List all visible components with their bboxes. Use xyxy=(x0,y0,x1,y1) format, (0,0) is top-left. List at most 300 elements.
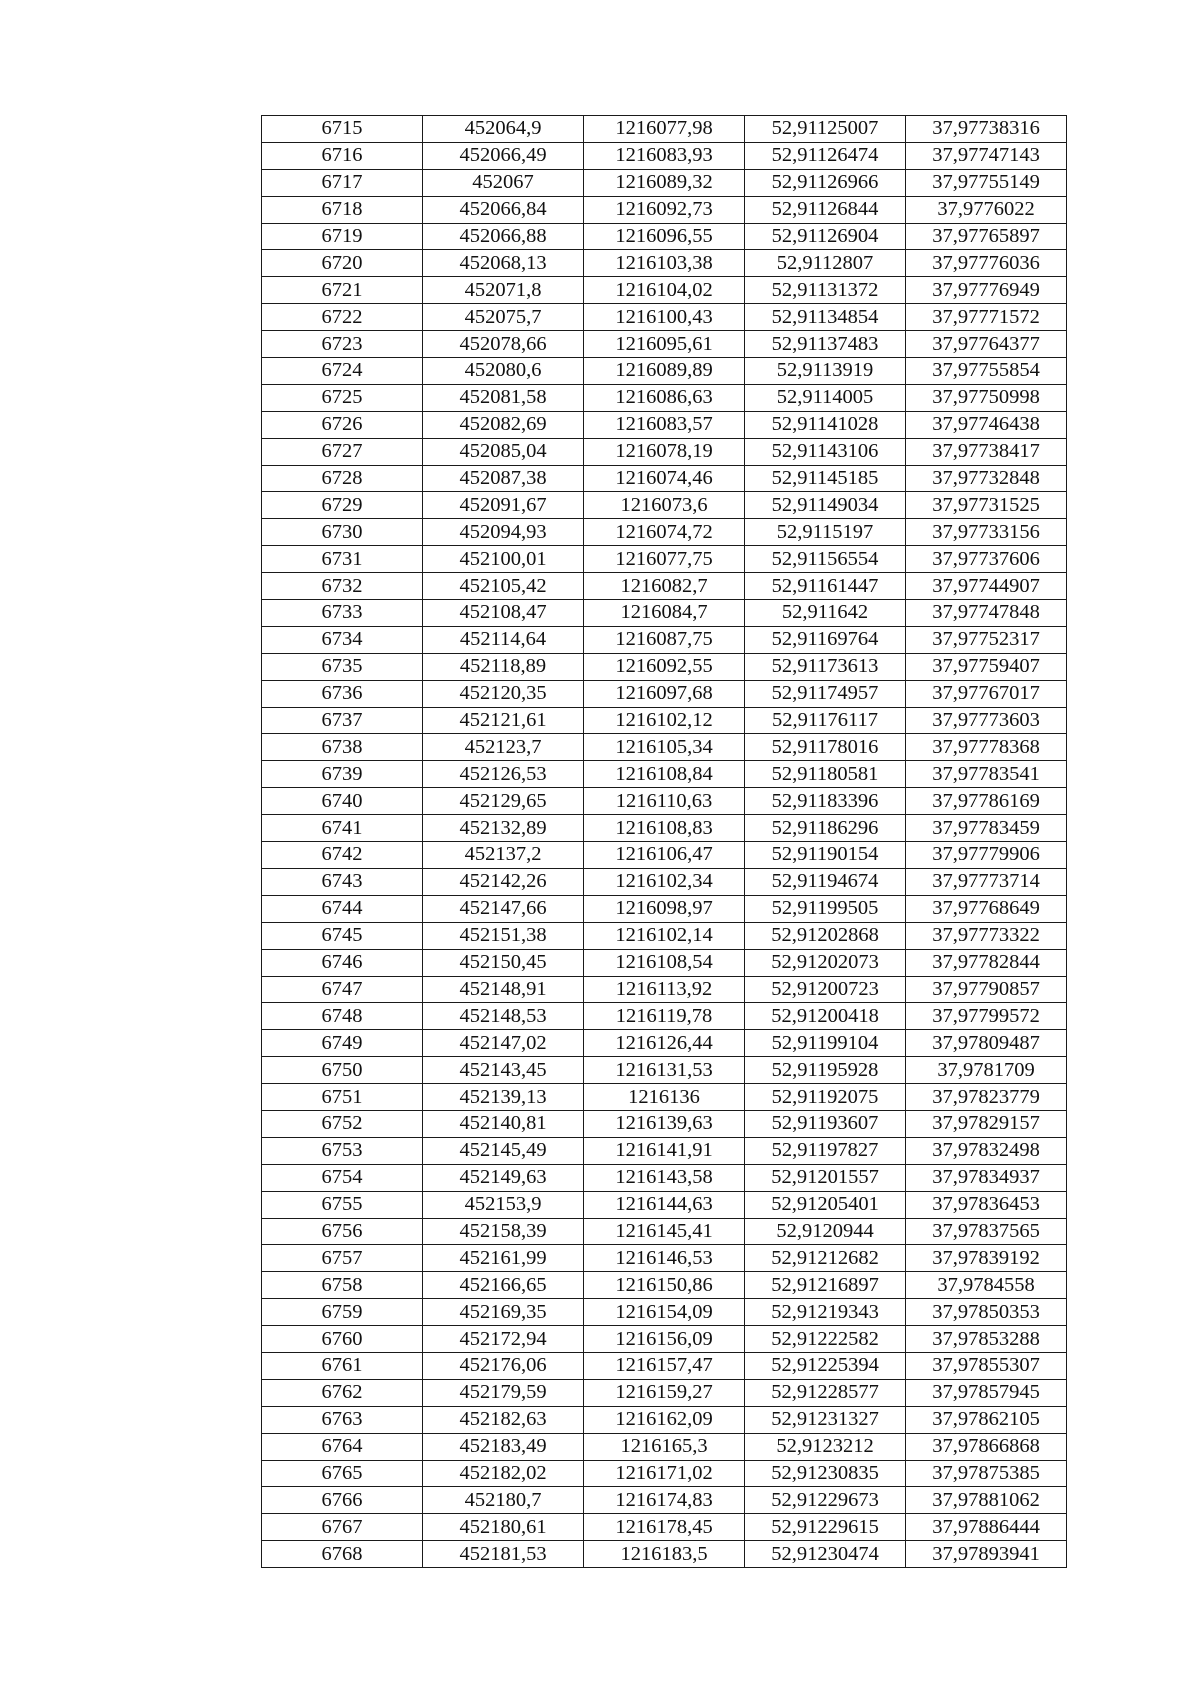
longitude-cell: 37,97855307 xyxy=(906,1352,1067,1379)
y-coordinate-cell: 1216178,45 xyxy=(584,1514,745,1541)
latitude-cell: 52,91199104 xyxy=(745,1030,906,1057)
latitude-cell: 52,91225394 xyxy=(745,1352,906,1379)
longitude-cell: 37,97731525 xyxy=(906,492,1067,519)
longitude-cell: 37,97759407 xyxy=(906,653,1067,680)
longitude-cell: 37,97773322 xyxy=(906,922,1067,949)
longitude-cell: 37,97866868 xyxy=(906,1433,1067,1460)
x-coordinate-cell: 452108,47 xyxy=(423,600,584,627)
table-row xyxy=(262,1460,1067,1487)
table-row xyxy=(262,573,1067,600)
table-row xyxy=(262,1272,1067,1299)
x-coordinate-cell: 452121,61 xyxy=(423,707,584,734)
table-row xyxy=(262,519,1067,546)
y-coordinate-cell: 1216150,86 xyxy=(584,1272,745,1299)
longitude-cell: 37,97771572 xyxy=(906,304,1067,331)
y-coordinate-cell: 1216136 xyxy=(584,1084,745,1111)
table-row xyxy=(262,546,1067,573)
longitude-cell: 37,97746438 xyxy=(906,411,1067,438)
x-coordinate-cell: 452182,63 xyxy=(423,1406,584,1433)
x-coordinate-cell: 452147,66 xyxy=(423,895,584,922)
y-coordinate-cell: 1216110,63 xyxy=(584,788,745,815)
x-coordinate-cell: 452183,49 xyxy=(423,1433,584,1460)
x-coordinate-cell: 452114,64 xyxy=(423,626,584,653)
point-number-cell: 6764 xyxy=(262,1433,423,1460)
longitude-cell: 37,97839192 xyxy=(906,1245,1067,1272)
y-coordinate-cell: 1216113,92 xyxy=(584,976,745,1003)
table-row xyxy=(262,196,1067,223)
latitude-cell: 52,91126904 xyxy=(745,223,906,250)
x-coordinate-cell: 452139,13 xyxy=(423,1084,584,1111)
point-number-cell: 6717 xyxy=(262,169,423,196)
point-number-cell: 6759 xyxy=(262,1299,423,1326)
point-number-cell: 6738 xyxy=(262,734,423,761)
x-coordinate-cell: 452120,35 xyxy=(423,680,584,707)
x-coordinate-cell: 452150,45 xyxy=(423,949,584,976)
y-coordinate-cell: 1216097,68 xyxy=(584,680,745,707)
longitude-cell: 37,97744907 xyxy=(906,573,1067,600)
table-row xyxy=(262,250,1067,277)
table-row xyxy=(262,1379,1067,1406)
longitude-cell: 37,97823779 xyxy=(906,1084,1067,1111)
y-coordinate-cell: 1216108,84 xyxy=(584,761,745,788)
y-coordinate-cell: 1216154,09 xyxy=(584,1299,745,1326)
table-row xyxy=(262,1406,1067,1433)
point-number-cell: 6739 xyxy=(262,761,423,788)
x-coordinate-cell: 452118,89 xyxy=(423,653,584,680)
table-row xyxy=(262,1084,1067,1111)
table-row xyxy=(262,976,1067,1003)
point-number-cell: 6751 xyxy=(262,1084,423,1111)
point-number-cell: 6753 xyxy=(262,1137,423,1164)
longitude-cell: 37,97776949 xyxy=(906,277,1067,304)
x-coordinate-cell: 452068,13 xyxy=(423,250,584,277)
longitude-cell: 37,97767017 xyxy=(906,680,1067,707)
table-row xyxy=(262,1514,1067,1541)
latitude-cell: 52,91126844 xyxy=(745,196,906,223)
longitude-cell: 37,97752317 xyxy=(906,626,1067,653)
x-coordinate-cell: 452087,38 xyxy=(423,465,584,492)
point-number-cell: 6761 xyxy=(262,1352,423,1379)
y-coordinate-cell: 1216156,09 xyxy=(584,1326,745,1353)
table-row xyxy=(262,277,1067,304)
point-number-cell: 6767 xyxy=(262,1514,423,1541)
table-row xyxy=(262,868,1067,895)
latitude-cell: 52,91143106 xyxy=(745,438,906,465)
longitude-cell: 37,97893941 xyxy=(906,1541,1067,1568)
longitude-cell: 37,97773603 xyxy=(906,707,1067,734)
table-row xyxy=(262,949,1067,976)
table-row xyxy=(262,142,1067,169)
point-number-cell: 6742 xyxy=(262,842,423,869)
latitude-cell: 52,91190154 xyxy=(745,842,906,869)
latitude-cell: 52,911642 xyxy=(745,600,906,627)
longitude-cell: 37,97738417 xyxy=(906,438,1067,465)
latitude-cell: 52,91156554 xyxy=(745,546,906,573)
latitude-cell: 52,91229615 xyxy=(745,1514,906,1541)
table-row xyxy=(262,438,1067,465)
x-coordinate-cell: 452158,39 xyxy=(423,1218,584,1245)
y-coordinate-cell: 1216143,58 xyxy=(584,1164,745,1191)
longitude-cell: 37,97836453 xyxy=(906,1191,1067,1218)
longitude-cell: 37,97783459 xyxy=(906,815,1067,842)
y-coordinate-cell: 1216077,98 xyxy=(584,116,745,143)
x-coordinate-cell: 452123,7 xyxy=(423,734,584,761)
latitude-cell: 52,91231327 xyxy=(745,1406,906,1433)
latitude-cell: 52,9120944 xyxy=(745,1218,906,1245)
latitude-cell: 52,91126966 xyxy=(745,169,906,196)
table-row xyxy=(262,1326,1067,1353)
x-coordinate-cell: 452166,65 xyxy=(423,1272,584,1299)
table-row xyxy=(262,922,1067,949)
x-coordinate-cell: 452126,53 xyxy=(423,761,584,788)
latitude-cell: 52,91125007 xyxy=(745,116,906,143)
longitude-cell: 37,97768649 xyxy=(906,895,1067,922)
latitude-cell: 52,91192075 xyxy=(745,1084,906,1111)
x-coordinate-cell: 452182,02 xyxy=(423,1460,584,1487)
x-coordinate-cell: 452161,99 xyxy=(423,1245,584,1272)
longitude-cell: 37,97776036 xyxy=(906,250,1067,277)
point-number-cell: 6756 xyxy=(262,1218,423,1245)
x-coordinate-cell: 452149,63 xyxy=(423,1164,584,1191)
y-coordinate-cell: 1216100,43 xyxy=(584,304,745,331)
longitude-cell: 37,97765897 xyxy=(906,223,1067,250)
latitude-cell: 52,91149034 xyxy=(745,492,906,519)
table-row xyxy=(262,1218,1067,1245)
y-coordinate-cell: 1216106,47 xyxy=(584,842,745,869)
latitude-cell: 52,91219343 xyxy=(745,1299,906,1326)
latitude-cell: 52,91131372 xyxy=(745,277,906,304)
x-coordinate-cell: 452091,67 xyxy=(423,492,584,519)
x-coordinate-cell: 452179,59 xyxy=(423,1379,584,1406)
table-row xyxy=(262,788,1067,815)
latitude-cell: 52,91222582 xyxy=(745,1326,906,1353)
longitude-cell: 37,97853288 xyxy=(906,1326,1067,1353)
y-coordinate-cell: 1216102,34 xyxy=(584,868,745,895)
latitude-cell: 52,91178016 xyxy=(745,734,906,761)
point-number-cell: 6718 xyxy=(262,196,423,223)
latitude-cell: 52,91141028 xyxy=(745,411,906,438)
point-number-cell: 6741 xyxy=(262,815,423,842)
latitude-cell: 52,91176117 xyxy=(745,707,906,734)
table-row xyxy=(262,815,1067,842)
y-coordinate-cell: 1216119,78 xyxy=(584,1003,745,1030)
y-coordinate-cell: 1216104,02 xyxy=(584,277,745,304)
point-number-cell: 6735 xyxy=(262,653,423,680)
point-number-cell: 6720 xyxy=(262,250,423,277)
y-coordinate-cell: 1216098,97 xyxy=(584,895,745,922)
y-coordinate-cell: 1216131,53 xyxy=(584,1057,745,1084)
latitude-cell: 52,91174957 xyxy=(745,680,906,707)
latitude-cell: 52,91205401 xyxy=(745,1191,906,1218)
latitude-cell: 52,91137483 xyxy=(745,331,906,358)
latitude-cell: 52,9115197 xyxy=(745,519,906,546)
table-row xyxy=(262,169,1067,196)
x-coordinate-cell: 452082,69 xyxy=(423,411,584,438)
point-number-cell: 6734 xyxy=(262,626,423,653)
y-coordinate-cell: 1216074,72 xyxy=(584,519,745,546)
y-coordinate-cell: 1216171,02 xyxy=(584,1460,745,1487)
longitude-cell: 37,97778368 xyxy=(906,734,1067,761)
latitude-cell: 52,91197827 xyxy=(745,1137,906,1164)
point-number-cell: 6730 xyxy=(262,519,423,546)
point-number-cell: 6721 xyxy=(262,277,423,304)
longitude-cell: 37,97738316 xyxy=(906,116,1067,143)
longitude-cell: 37,97755149 xyxy=(906,169,1067,196)
point-number-cell: 6746 xyxy=(262,949,423,976)
table-row xyxy=(262,1487,1067,1514)
latitude-cell: 52,91193607 xyxy=(745,1110,906,1137)
y-coordinate-cell: 1216089,32 xyxy=(584,169,745,196)
longitude-cell: 37,97782844 xyxy=(906,949,1067,976)
latitude-cell: 52,9123212 xyxy=(745,1433,906,1460)
longitude-cell: 37,97799572 xyxy=(906,1003,1067,1030)
x-coordinate-cell: 452181,53 xyxy=(423,1541,584,1568)
point-number-cell: 6732 xyxy=(262,573,423,600)
y-coordinate-cell: 1216086,63 xyxy=(584,384,745,411)
latitude-cell: 52,91229673 xyxy=(745,1487,906,1514)
coordinates-table-body xyxy=(262,116,1067,1568)
table-row xyxy=(262,331,1067,358)
x-coordinate-cell: 452153,9 xyxy=(423,1191,584,1218)
x-coordinate-cell: 452169,35 xyxy=(423,1299,584,1326)
x-coordinate-cell: 452132,89 xyxy=(423,815,584,842)
point-number-cell: 6736 xyxy=(262,680,423,707)
latitude-cell: 52,91173613 xyxy=(745,653,906,680)
point-number-cell: 6745 xyxy=(262,922,423,949)
point-number-cell: 6729 xyxy=(262,492,423,519)
longitude-cell: 37,97857945 xyxy=(906,1379,1067,1406)
y-coordinate-cell: 1216146,53 xyxy=(584,1245,745,1272)
y-coordinate-cell: 1216159,27 xyxy=(584,1379,745,1406)
y-coordinate-cell: 1216126,44 xyxy=(584,1030,745,1057)
table-row xyxy=(262,223,1067,250)
y-coordinate-cell: 1216077,75 xyxy=(584,546,745,573)
x-coordinate-cell: 452172,94 xyxy=(423,1326,584,1353)
point-number-cell: 6737 xyxy=(262,707,423,734)
y-coordinate-cell: 1216082,7 xyxy=(584,573,745,600)
longitude-cell: 37,97829157 xyxy=(906,1110,1067,1137)
x-coordinate-cell: 452151,38 xyxy=(423,922,584,949)
latitude-cell: 52,91200418 xyxy=(745,1003,906,1030)
longitude-cell: 37,97732848 xyxy=(906,465,1067,492)
y-coordinate-cell: 1216096,55 xyxy=(584,223,745,250)
y-coordinate-cell: 1216083,57 xyxy=(584,411,745,438)
table-row xyxy=(262,680,1067,707)
latitude-cell: 52,91180581 xyxy=(745,761,906,788)
longitude-cell: 37,97779906 xyxy=(906,842,1067,869)
latitude-cell: 52,91194674 xyxy=(745,868,906,895)
longitude-cell: 37,97750998 xyxy=(906,384,1067,411)
latitude-cell: 52,91202868 xyxy=(745,922,906,949)
x-coordinate-cell: 452080,6 xyxy=(423,358,584,385)
point-number-cell: 6719 xyxy=(262,223,423,250)
point-number-cell: 6748 xyxy=(262,1003,423,1030)
x-coordinate-cell: 452145,49 xyxy=(423,1137,584,1164)
point-number-cell: 6763 xyxy=(262,1406,423,1433)
y-coordinate-cell: 1216105,34 xyxy=(584,734,745,761)
latitude-cell: 52,91230474 xyxy=(745,1541,906,1568)
table-row xyxy=(262,358,1067,385)
latitude-cell: 52,91230835 xyxy=(745,1460,906,1487)
table-row xyxy=(262,734,1067,761)
longitude-cell: 37,97747143 xyxy=(906,142,1067,169)
longitude-cell: 37,97834937 xyxy=(906,1164,1067,1191)
latitude-cell: 52,91161447 xyxy=(745,573,906,600)
point-number-cell: 6716 xyxy=(262,142,423,169)
point-number-cell: 6768 xyxy=(262,1541,423,1568)
x-coordinate-cell: 452066,88 xyxy=(423,223,584,250)
point-number-cell: 6766 xyxy=(262,1487,423,1514)
x-coordinate-cell: 452148,91 xyxy=(423,976,584,1003)
latitude-cell: 52,91183396 xyxy=(745,788,906,815)
longitude-cell: 37,97837565 xyxy=(906,1218,1067,1245)
y-coordinate-cell: 1216103,38 xyxy=(584,250,745,277)
latitude-cell: 52,91134854 xyxy=(745,304,906,331)
latitude-cell: 52,91186296 xyxy=(745,815,906,842)
point-number-cell: 6727 xyxy=(262,438,423,465)
longitude-cell: 37,97862105 xyxy=(906,1406,1067,1433)
y-coordinate-cell: 1216165,3 xyxy=(584,1433,745,1460)
longitude-cell: 37,97850353 xyxy=(906,1299,1067,1326)
longitude-cell: 37,97764377 xyxy=(906,331,1067,358)
latitude-cell: 52,91202073 xyxy=(745,949,906,976)
table-row xyxy=(262,842,1067,869)
longitude-cell: 37,97875385 xyxy=(906,1460,1067,1487)
x-coordinate-cell: 452066,84 xyxy=(423,196,584,223)
point-number-cell: 6731 xyxy=(262,546,423,573)
x-coordinate-cell: 452094,93 xyxy=(423,519,584,546)
latitude-cell: 52,9114005 xyxy=(745,384,906,411)
longitude-cell: 37,97809487 xyxy=(906,1030,1067,1057)
table-row xyxy=(262,1191,1067,1218)
x-coordinate-cell: 452078,66 xyxy=(423,331,584,358)
y-coordinate-cell: 1216139,63 xyxy=(584,1110,745,1137)
y-coordinate-cell: 1216183,5 xyxy=(584,1541,745,1568)
latitude-cell: 52,91199505 xyxy=(745,895,906,922)
point-number-cell: 6740 xyxy=(262,788,423,815)
point-number-cell: 6726 xyxy=(262,411,423,438)
table-row xyxy=(262,1164,1067,1191)
latitude-cell: 52,91228577 xyxy=(745,1379,906,1406)
point-number-cell: 6744 xyxy=(262,895,423,922)
latitude-cell: 52,9112807 xyxy=(745,250,906,277)
point-number-cell: 6722 xyxy=(262,304,423,331)
longitude-cell: 37,97783541 xyxy=(906,761,1067,788)
table-row xyxy=(262,895,1067,922)
table-row xyxy=(262,653,1067,680)
y-coordinate-cell: 1216102,12 xyxy=(584,707,745,734)
table-row xyxy=(262,1541,1067,1568)
y-coordinate-cell: 1216162,09 xyxy=(584,1406,745,1433)
y-coordinate-cell: 1216174,83 xyxy=(584,1487,745,1514)
x-coordinate-cell: 452067 xyxy=(423,169,584,196)
point-number-cell: 6724 xyxy=(262,358,423,385)
latitude-cell: 52,91216897 xyxy=(745,1272,906,1299)
y-coordinate-cell: 1216144,63 xyxy=(584,1191,745,1218)
table-row xyxy=(262,1433,1067,1460)
longitude-cell: 37,9776022 xyxy=(906,196,1067,223)
latitude-cell: 52,91195928 xyxy=(745,1057,906,1084)
point-number-cell: 6755 xyxy=(262,1191,423,1218)
table-row xyxy=(262,1245,1067,1272)
y-coordinate-cell: 1216095,61 xyxy=(584,331,745,358)
table-row xyxy=(262,465,1067,492)
point-number-cell: 6747 xyxy=(262,976,423,1003)
table-row xyxy=(262,1003,1067,1030)
point-number-cell: 6765 xyxy=(262,1460,423,1487)
point-number-cell: 6758 xyxy=(262,1272,423,1299)
point-number-cell: 6754 xyxy=(262,1164,423,1191)
longitude-cell: 37,97790857 xyxy=(906,976,1067,1003)
y-coordinate-cell: 1216108,83 xyxy=(584,815,745,842)
y-coordinate-cell: 1216157,47 xyxy=(584,1352,745,1379)
table-row xyxy=(262,1030,1067,1057)
latitude-cell: 52,91169764 xyxy=(745,626,906,653)
y-coordinate-cell: 1216108,54 xyxy=(584,949,745,976)
y-coordinate-cell: 1216145,41 xyxy=(584,1218,745,1245)
longitude-cell: 37,9781709 xyxy=(906,1057,1067,1084)
y-coordinate-cell: 1216083,93 xyxy=(584,142,745,169)
x-coordinate-cell: 452081,58 xyxy=(423,384,584,411)
point-number-cell: 6752 xyxy=(262,1110,423,1137)
table-row xyxy=(262,1137,1067,1164)
y-coordinate-cell: 1216092,73 xyxy=(584,196,745,223)
point-number-cell: 6757 xyxy=(262,1245,423,1272)
longitude-cell: 37,97773714 xyxy=(906,868,1067,895)
table-row xyxy=(262,411,1067,438)
table-row xyxy=(262,600,1067,627)
x-coordinate-cell: 452129,65 xyxy=(423,788,584,815)
x-coordinate-cell: 452075,7 xyxy=(423,304,584,331)
point-number-cell: 6749 xyxy=(262,1030,423,1057)
y-coordinate-cell: 1216089,89 xyxy=(584,358,745,385)
table-row xyxy=(262,304,1067,331)
table-row xyxy=(262,1299,1067,1326)
y-coordinate-cell: 1216078,19 xyxy=(584,438,745,465)
point-number-cell: 6760 xyxy=(262,1326,423,1353)
table-row xyxy=(262,1057,1067,1084)
point-number-cell: 6725 xyxy=(262,384,423,411)
y-coordinate-cell: 1216074,46 xyxy=(584,465,745,492)
table-row xyxy=(262,384,1067,411)
x-coordinate-cell: 452064,9 xyxy=(423,116,584,143)
longitude-cell: 37,97737606 xyxy=(906,546,1067,573)
table-row xyxy=(262,1352,1067,1379)
y-coordinate-cell: 1216084,7 xyxy=(584,600,745,627)
point-number-cell: 6715 xyxy=(262,116,423,143)
point-number-cell: 6762 xyxy=(262,1379,423,1406)
y-coordinate-cell: 1216087,75 xyxy=(584,626,745,653)
point-number-cell: 6750 xyxy=(262,1057,423,1084)
coordinates-table xyxy=(261,115,1067,1568)
table-row xyxy=(262,626,1067,653)
latitude-cell: 52,91126474 xyxy=(745,142,906,169)
x-coordinate-cell: 452142,26 xyxy=(423,868,584,895)
table-row xyxy=(262,492,1067,519)
longitude-cell: 37,97886444 xyxy=(906,1514,1067,1541)
x-coordinate-cell: 452147,02 xyxy=(423,1030,584,1057)
x-coordinate-cell: 452066,49 xyxy=(423,142,584,169)
x-coordinate-cell: 452180,61 xyxy=(423,1514,584,1541)
point-number-cell: 6723 xyxy=(262,331,423,358)
longitude-cell: 37,97832498 xyxy=(906,1137,1067,1164)
latitude-cell: 52,9113919 xyxy=(745,358,906,385)
y-coordinate-cell: 1216092,55 xyxy=(584,653,745,680)
longitude-cell: 37,97747848 xyxy=(906,600,1067,627)
longitude-cell: 37,9784558 xyxy=(906,1272,1067,1299)
y-coordinate-cell: 1216073,6 xyxy=(584,492,745,519)
table-row xyxy=(262,761,1067,788)
